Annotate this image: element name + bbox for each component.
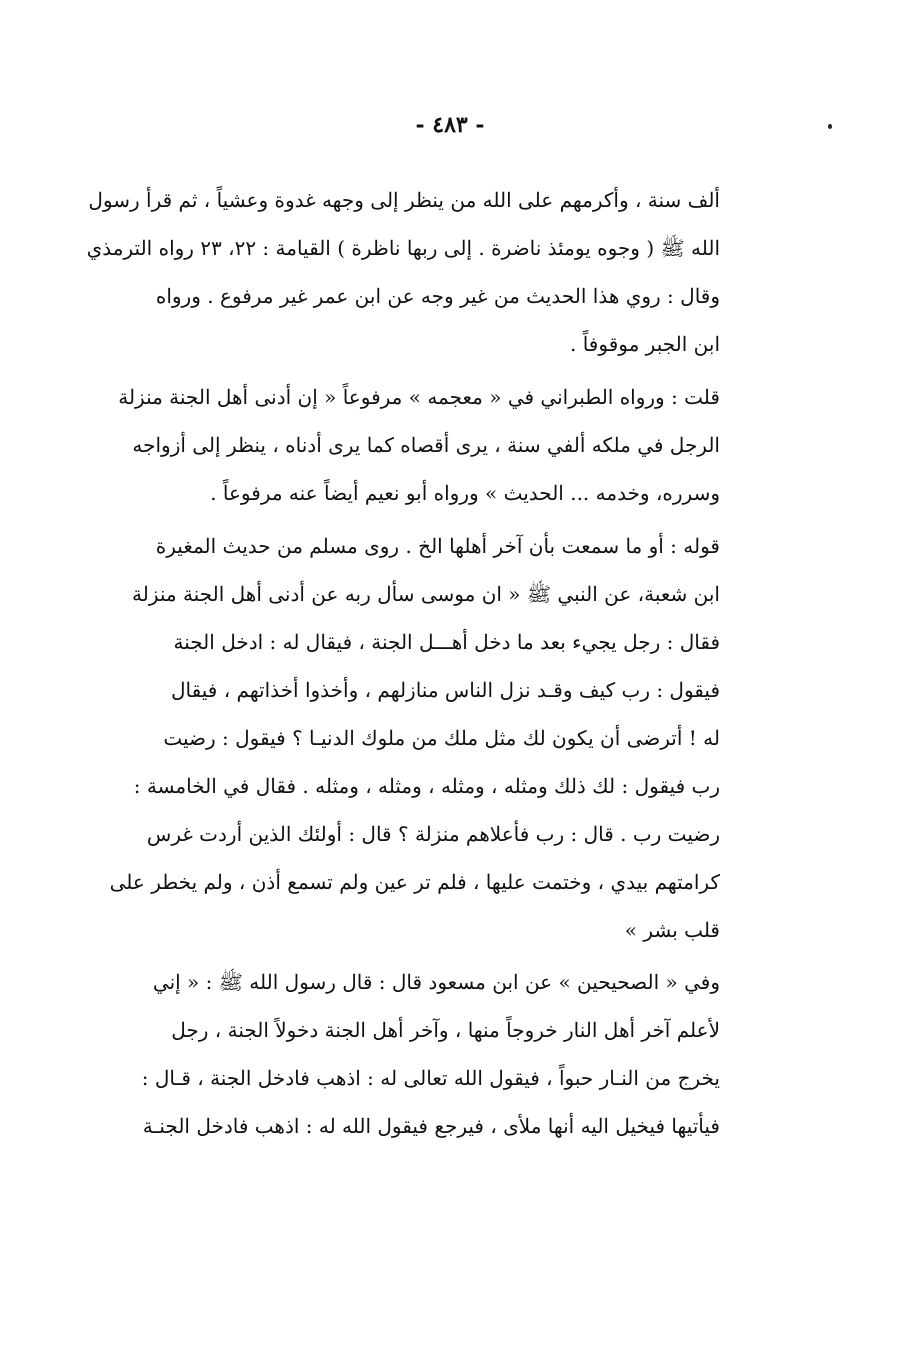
text-line: ابن شعبة، عن النبي ﷺ « ان موسى سأل ربه عن أدنى أهل الجنة منزلة [132,582,720,606]
text-line: قوله : أو ما سمعت بأن آخر أهلها الخ . روى مسلم من حديث المغيرة [155,534,720,558]
text-line: وقال : روي هذا الحديث من غير وجه عن ابن عمر غير مرفوع . ورواه [155,284,720,308]
paragraph-1 [86,176,720,368]
paragraph-4 [141,958,720,1150]
text-line: فيقول : رب كيف وقـد نزل الناس منازلهم ، وأخذوا أخذاتهم ، فيقال [171,678,720,702]
paragraph-2 [118,373,720,517]
text-line: قلت : ورواه الطبراني في « معجمه » مرفوعاً « إن أدنى أهل الجنة منزلة [118,385,720,409]
paragraph-3 [109,522,720,954]
text-line: رب فيقول : لك ذلك ومثله ، ومثله ، ومثله ، ومثله . فقال في الخامسة : [133,774,720,798]
text-line: له ! أترضى أن يكون لك مثل ملك من ملوك الدنيـا ؟ فيقول : رضيت [163,726,720,750]
text-line: ابن الجبر موقوفاً . [570,332,720,356]
text-line: يخرج من النـار حبواً ، فيقول الله تعالى له : اذهب فادخل الجنة ، قـال : [141,1066,720,1090]
text-line: الرجل في ملكه ألفي سنة ، يرى أقصاه كما يرى أدناه ، ينظر إلى أزواجه [132,433,720,457]
text-line: كرامتهم بيدي ، وختمت عليها ، فلم تر عين ولم تسمع أذن ، ولم يخطر على [109,870,720,894]
text-line: لأعلم آخر أهل النار خروجاً منها ، وآخر أهل الجنة دخولاً الجنة ، رجل [171,1018,720,1042]
text-line: قلب بشر » [624,918,720,942]
text-line: فقال : رجل يجيء بعد ما دخل أهـــل الجنة ، فيقال له : ادخل الجنة [173,630,720,654]
text-line: فيأتيها فيخيل اليه أنها ملأى ، فيرجع فيقول الله له : اذهب فادخل الجنـة [142,1114,720,1138]
text-line: رضيت رب . قال : رب فأعلاهم منزلة ؟ قال : أولئك الذين أردت غرس [146,822,720,846]
page-number: - ٤٨٣ - [415,112,485,138]
text-line: ألف سنة ، وأكرمهم على الله من ينظر إلى وجهه غدوة وعشياً ، ثم قرأ رسول [88,188,720,212]
text-line: وفي « الصحيحين » عن ابن مسعود قال : قال رسول الله ﷺ : « إني [152,970,720,994]
text-line: الله ﷺ ( وجوه يومئذ ناضرة . إلى ربها ناظرة ) القيامة : ٢٢، ٢٣ رواه الترمذي [86,236,720,260]
text-line: وسرره، وخدمه ... الحديث » ورواه أبو نعيم أيضاً عنه مرفوعاً . [210,481,720,505]
